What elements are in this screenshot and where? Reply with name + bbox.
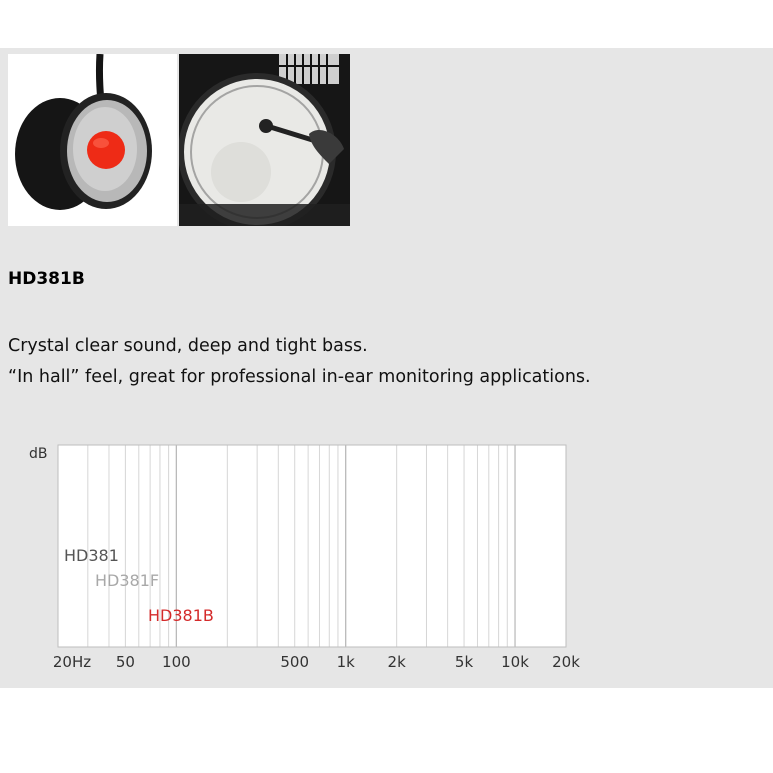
series-label-hd381: HD381 <box>64 546 119 565</box>
product-photos <box>8 54 350 226</box>
series-label-hd381f: HD381F <box>95 571 160 590</box>
product-panel <box>0 48 773 688</box>
x-tick-label: 50 <box>115 653 135 671</box>
plot-area <box>58 445 566 647</box>
x-tick-label: 10k <box>501 653 529 671</box>
frequency-response-chart <box>0 434 590 734</box>
x-tick-label: 100 <box>162 653 191 671</box>
x-tick-label: 5k <box>454 653 474 671</box>
x-tick-label: 1k <box>336 653 355 671</box>
x-tick-label: 20Hz <box>52 653 92 671</box>
x-tick-label: 20k <box>552 653 580 671</box>
drum-photo <box>179 54 350 226</box>
earbud-photo <box>8 54 177 226</box>
series-label-hd381b: HD381B <box>148 606 214 625</box>
product-title: HD381B <box>8 269 85 289</box>
x-tick-label: 2k <box>387 653 406 671</box>
description-line-2: “In hall” feel, great for professional in-ear monitoring applications. <box>8 367 591 387</box>
product-description <box>8 331 591 393</box>
y-axis-label: dB <box>29 446 48 462</box>
description-line-1: Crystal clear sound, deep and tight bass. <box>8 336 368 356</box>
x-tick-label: 500 <box>280 653 310 671</box>
